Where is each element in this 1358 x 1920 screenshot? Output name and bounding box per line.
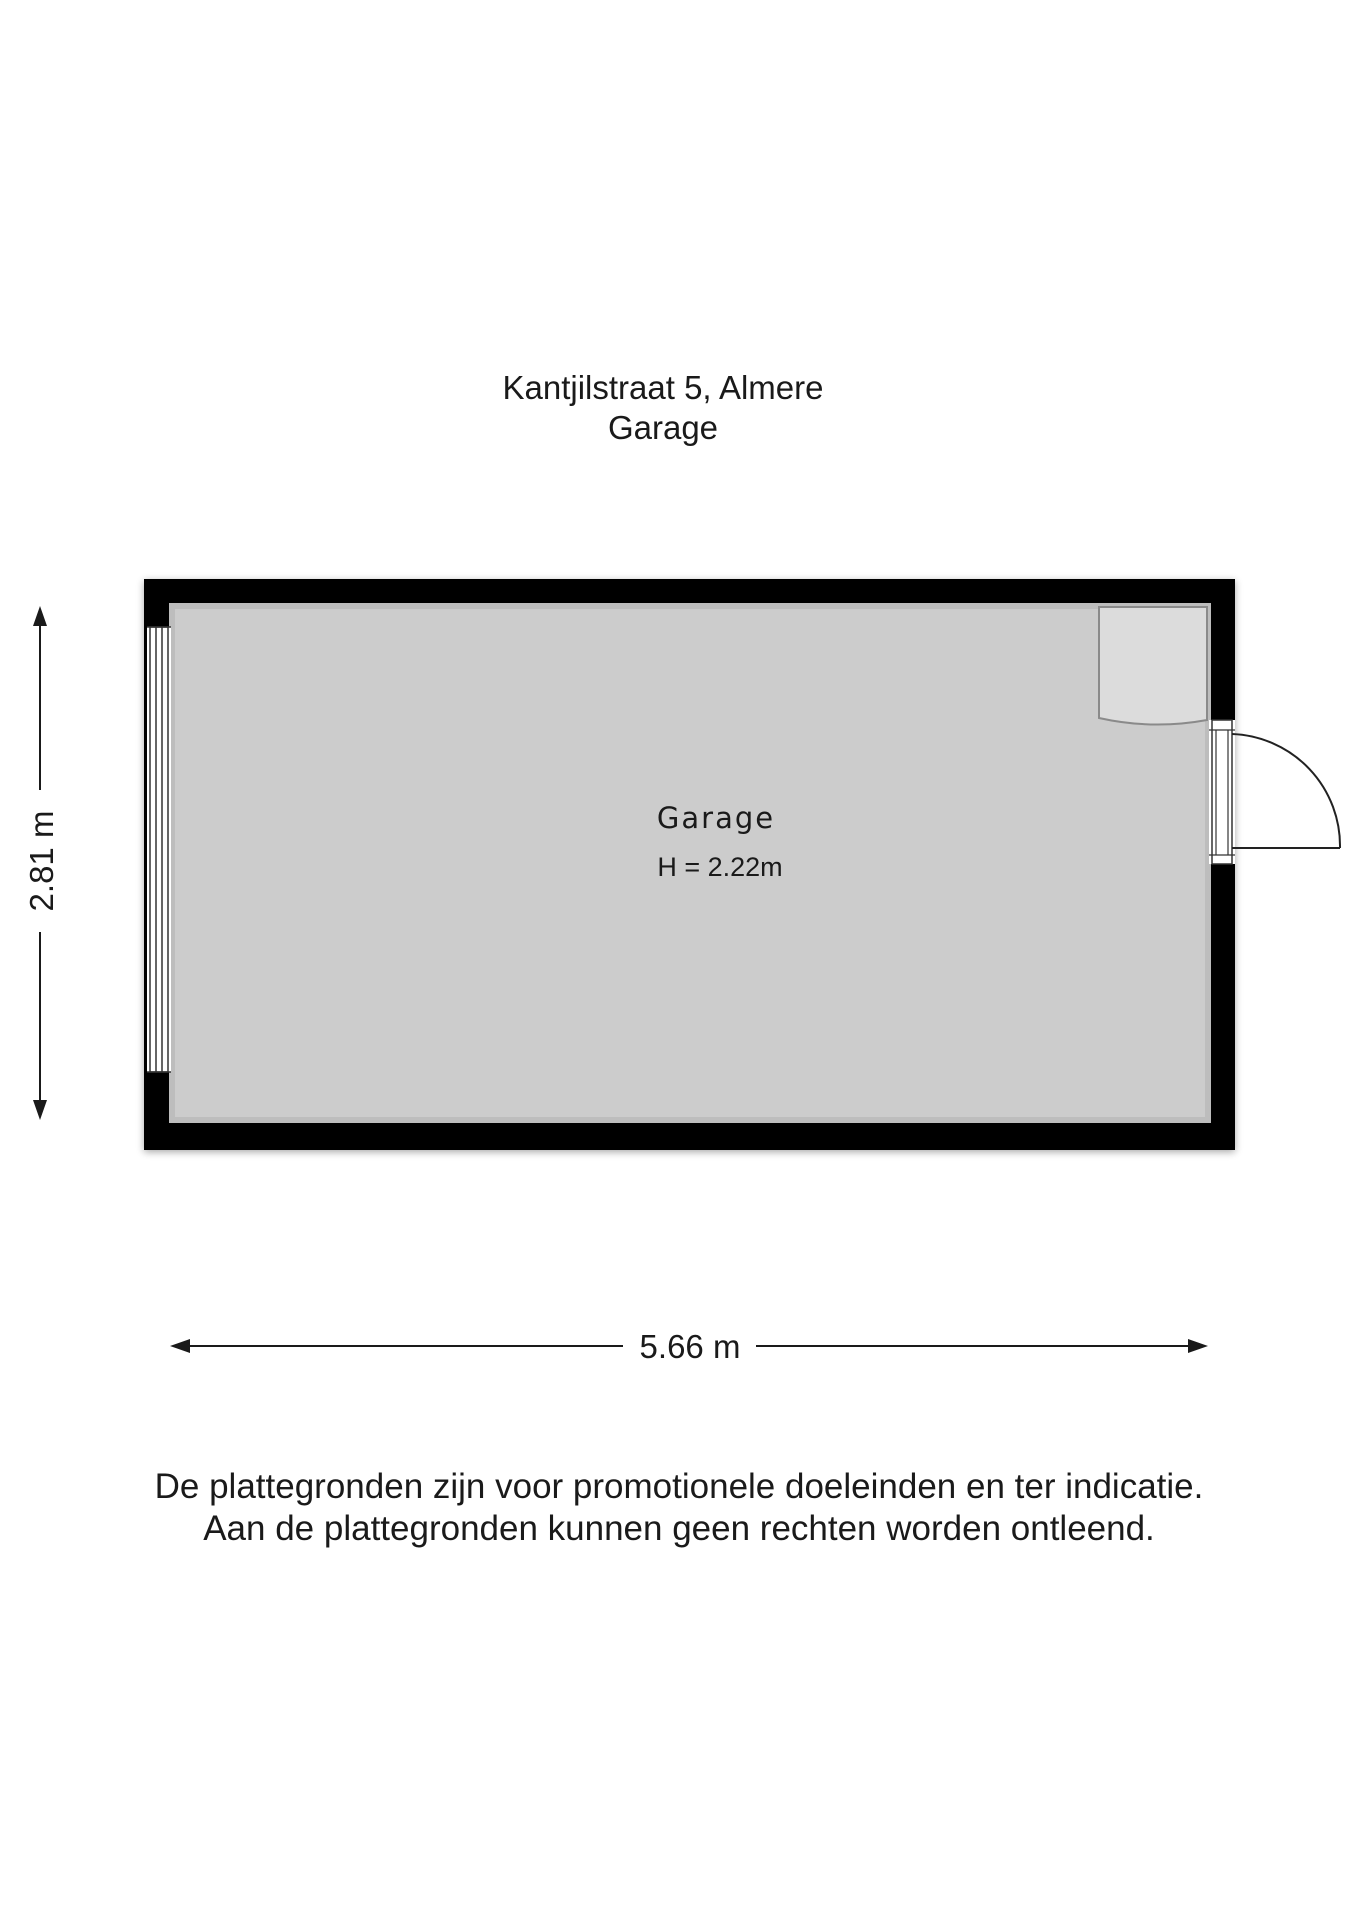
floor-title: Garage (607, 409, 719, 446)
room-name-label: Garage (656, 801, 776, 835)
room-height-label: H = 2.22m (657, 852, 783, 882)
disclaimer (0, 1466, 1358, 1550)
corner-cabinet (1099, 607, 1207, 725)
disclaimer-line-2: Aan de plattegronden kunnen geen rechten worden ontleend. (203, 1509, 1155, 1548)
depth-dimension-label: 2.81 m (23, 810, 60, 912)
disclaimer-line-1: De plattegronden zijn voor promotionele doeleinden en ter indicatie. (154, 1467, 1204, 1506)
right-door (1209, 720, 1340, 864)
door-swing-arc (1232, 734, 1340, 848)
width-dimension (170, 1328, 1208, 1365)
address-title: Kantjilstraat 5, Almere (502, 369, 824, 406)
depth-dimension (23, 606, 60, 1120)
width-dimension-label: 5.66 m (639, 1328, 741, 1365)
left-window (147, 627, 171, 1072)
